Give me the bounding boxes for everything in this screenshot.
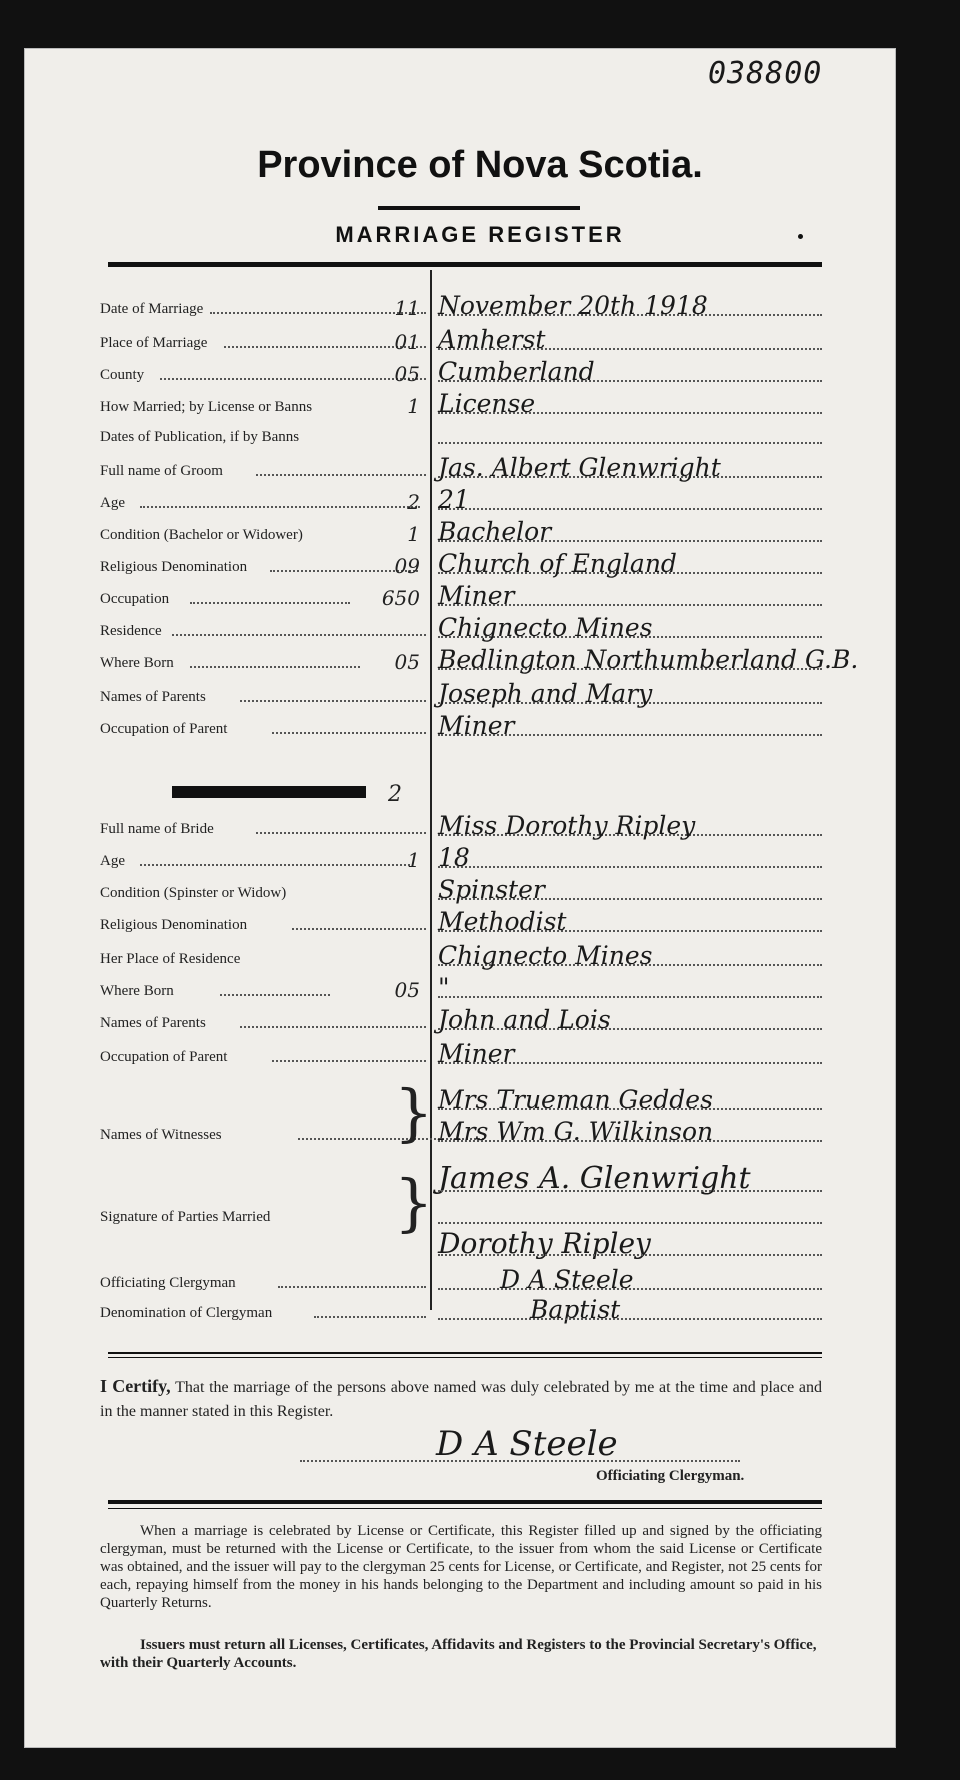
field-value: Miss Dorothy Ripley [438,811,696,840]
register-row [100,326,822,356]
signature-row-2 [100,1200,822,1230]
notice-rule [108,1500,822,1504]
leader-dots [438,1288,822,1290]
leader-dots [438,1318,822,1320]
form-title: Province of Nova Scotia. [257,144,703,186]
leader-dots [172,634,426,636]
register-row [100,974,822,1004]
field-value: Bachelor [438,517,552,546]
field-code: 05 [394,362,420,386]
denomination-value: Baptist [530,1295,621,1324]
field-code: 01 [394,330,420,354]
register-row [100,454,822,484]
field-label: Religious Denomination [100,559,248,575]
field-value: 21 [438,485,470,514]
certify-signature: D A Steele [436,1424,618,1464]
register-row [100,1006,822,1036]
field-label: Occupation of Parent [100,721,228,737]
signature-row-1 [100,1161,822,1198]
register-row [100,390,822,420]
leader-dots [314,1316,426,1318]
field-label: Age [100,853,125,869]
field-label: Full name of Bride [100,821,214,837]
field-value: Chignecto Mines [438,941,653,970]
register-row [100,812,822,842]
officiating-row [100,1266,822,1296]
field-label: Date of Marriage [100,301,204,317]
field-label: Occupation of Parent [100,1049,228,1065]
field-label: Full name of Groom [100,463,223,479]
signature-row-3 [100,1227,822,1262]
register-row [100,844,822,874]
field-label: Where Born [100,983,174,999]
form-subtitle: MARRIAGE REGISTER [335,222,625,247]
register-row [100,876,822,906]
register-row [100,942,822,972]
field-code: 11 [394,296,420,320]
issuers-notice: Issuers must return all Licenses, Certificates, Affidavits and Registers to the Provincial Secretary's Office, with their Quarterly Accounts. [100,1637,817,1671]
field-value: Spinster [438,875,545,904]
header-rule [108,262,822,267]
register-row [100,908,822,938]
field-label: Names of Parents [100,1015,206,1031]
subtitle-dot [798,234,803,239]
field-code: 1 [407,394,420,418]
register-row [100,680,822,710]
field-label: Condition (Bachelor or Widower) [100,527,303,543]
register-row [100,486,822,516]
leader-dots [240,700,426,702]
field-code: 650 [381,586,420,610]
officiating-label: Officiating Clergyman [100,1275,236,1291]
field-value: Miner [438,711,515,740]
register-row [100,292,822,322]
field-value: Bedlington Northumberland G.B. [438,645,859,674]
leader-dots [190,666,360,668]
field-label: Religious Denomination [100,917,248,933]
leader-dots [438,1254,822,1256]
signature-groom: James A. Glenwright [438,1161,751,1196]
leader-dots [292,928,426,930]
field-label: How Married; by License or Banns [100,399,313,415]
bride-section-bar [172,786,366,798]
leader-dots [190,602,350,604]
field-value: John and Lois [438,1005,611,1034]
field-label: Residence [100,623,162,639]
leader-dots [240,1026,426,1028]
witness-row-2 [100,1118,822,1148]
leader-dots [438,996,822,998]
field-value: Chignecto Mines [438,613,653,642]
field-value: Miner [438,581,515,610]
field-value: License [438,389,536,418]
register-row [100,614,822,644]
field-label: County [100,367,145,383]
field-code: 1 [407,848,420,872]
leader-dots [272,1060,426,1062]
field-value: Joseph and Mary [438,679,653,708]
field-label: Place of Marriage [100,335,208,351]
certify-rule-top-2 [108,1357,822,1358]
reference-number: 038800 [708,56,823,91]
signature-bride: Dorothy Ripley [438,1227,651,1260]
field-value: Methodist [438,907,567,936]
leader-dots [256,832,426,834]
leader-dots [438,1222,822,1224]
register-row [100,1040,822,1070]
leader-dots [272,732,426,734]
certify-text: That the marriage of the persons above named was duly celebrated by me at the time and place and in the manner stated in this Register. [100,1379,822,1420]
witness-row-1 [100,1086,822,1116]
witness-2: Mrs Wm G. Wilkinson [438,1117,714,1146]
leader-dots [220,994,330,996]
certify-lead-in: I Certify, [100,1376,171,1396]
bride-section-code: 2 [388,782,402,807]
field-value: Cumberland [438,357,595,386]
certify-statement [100,1374,822,1424]
leader-dots [278,1286,426,1288]
field-code: 05 [394,650,420,674]
leader-dots [438,508,822,510]
denomination-label: Denomination of Clergyman [100,1305,273,1321]
title-rule [378,206,580,210]
register-row [100,582,822,612]
field-code: 2 [407,490,420,514]
register-row [100,712,822,742]
signature-line [300,1460,740,1462]
field-label: Her Place of Residence [100,951,241,967]
certify-rule-top [108,1352,822,1354]
leader-dots [438,1140,822,1142]
field-code: 09 [394,554,420,578]
witness-1: Mrs Trueman Geddes [438,1085,713,1114]
leader-dots [438,866,822,868]
return-notice: When a marriage is celebrated by License or Certificate, this Register filled up and signed by the officiating clergyman, must be returned with the License or Certificate, to the issuer from whom the said License or Certificate was obtained, and the issuer will pay to the clergyman 25 cents for License, or Certificate, and Register, not 25 cents for each, repaying himself from the money in his hands belonging to the Department and including amount so paid in his Quarterly Returns. [100,1523,822,1611]
field-label: Age [100,495,125,511]
field-code: 05 [394,978,420,1002]
register-row [100,645,859,676]
signatures-brace: } [394,1166,434,1239]
officiating-value: D A Steele [500,1265,634,1294]
leader-dots [438,1108,822,1110]
field-value: " [438,973,450,1002]
signatures-label: Signature of Parties Married [100,1209,271,1225]
field-label: Names of Parents [100,689,206,705]
field-value: Church of England [438,549,677,578]
field-value: 18 [438,843,470,872]
field-value: Amherst [438,325,546,354]
register-row [100,550,822,580]
witnesses-label: Names of Witnesses [100,1127,222,1143]
field-label: Where Born [100,655,174,671]
register-row [100,420,822,450]
certify-caption: Officiating Clergyman. [596,1468,745,1484]
field-value: Miner [438,1039,515,1068]
denomination-row [100,1296,822,1326]
leader-dots [256,474,426,476]
field-label: Condition (Spinster or Widow) [100,885,287,901]
leader-dots [438,1190,822,1192]
witnesses-brace: } [394,1076,434,1149]
register-row [100,358,822,388]
leader-dots [438,442,822,444]
notice-rule-2 [108,1508,822,1509]
field-value: Jas. Albert Glenwright [438,453,721,482]
field-label: Dates of Publication, if by Banns [100,429,300,445]
field-label: Occupation [100,591,170,607]
field-code: 1 [407,522,420,546]
register-row [100,518,822,548]
field-value: November 20th 1918 [438,291,708,320]
